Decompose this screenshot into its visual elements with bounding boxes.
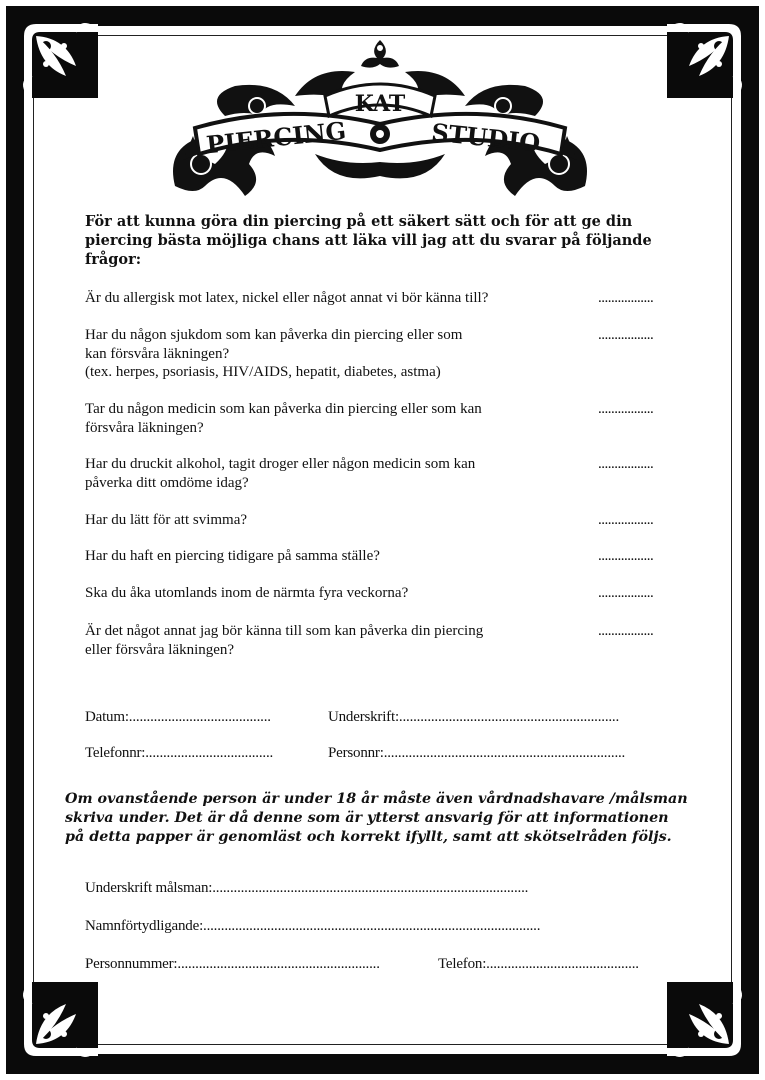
question-1: Är du allergisk mot latex, nickel eller något annat vi bör känna till? bbox=[85, 290, 489, 306]
namnfortydligande-field[interactable]: Namnförtydligande:............................................................................................... bbox=[85, 918, 541, 934]
datum-field[interactable]: Datum:........................................ bbox=[85, 709, 271, 725]
answer-5[interactable]: ................. bbox=[598, 512, 654, 528]
answer-7[interactable]: ................. bbox=[598, 585, 654, 601]
logo-ornament-icon bbox=[165, 36, 595, 206]
question-5: Har du lätt för att svimma? bbox=[85, 512, 248, 528]
personnummer-field[interactable]: Personnummer:......................................................... bbox=[85, 956, 380, 972]
question-2: Har du någon sjukdom som kan påverka din piercing eller som kan försvåra läkningen? (tex. herpes, psoriasis, HIV/AIDS, hepatit, diabetes, astma) bbox=[85, 327, 463, 380]
guardian-notice: Om ovanstående person är under 18 år måste även vårdnadshavare /målsman skriva under. Det är då denne som är ytterst ansvarig för att informationen på detta papper är genomläst och korrekt ifyllt, samt att skötselråden följs. bbox=[65, 791, 688, 845]
underskrift-malsman-field[interactable]: Underskrift målsman:......................................................................................... bbox=[85, 880, 529, 896]
corner-ornament-icon bbox=[667, 982, 759, 1074]
personnr-field[interactable]: Personnr:.................................................................... bbox=[328, 745, 626, 761]
corner-ornament-icon bbox=[6, 982, 98, 1074]
studio-logo bbox=[165, 36, 595, 206]
answer-1[interactable]: ................. bbox=[598, 290, 654, 306]
answer-3[interactable]: ................. bbox=[598, 401, 654, 417]
question-6: Har du haft en piercing tidigare på samma ställe? bbox=[85, 548, 380, 564]
underskrift-field[interactable]: Underskrift:.............................................................. bbox=[328, 709, 620, 725]
telefon-field[interactable]: Telefon:........................................... bbox=[438, 956, 639, 972]
answer-2[interactable]: ................. bbox=[598, 327, 654, 343]
question-7: Ska du åka utomlands inom de närmta fyra veckorna? bbox=[85, 585, 409, 601]
question-4: Har du druckit alkohol, tagit droger eller någon medicin som kan påverka ditt omdöme idag? bbox=[85, 456, 476, 491]
answer-6[interactable]: ................. bbox=[598, 548, 654, 564]
answer-8[interactable]: ................. bbox=[598, 623, 654, 639]
question-3: Tar du någon medicin som kan påverka din piercing eller som kan försvåra läkningen? bbox=[85, 401, 482, 436]
telefonnr-field[interactable]: Telefonnr:.................................... bbox=[85, 745, 274, 761]
corner-ornament-icon bbox=[6, 6, 98, 98]
logo-right-word: STUDIO bbox=[430, 117, 542, 158]
logo-left-word: PIERCING bbox=[204, 115, 348, 160]
intro-text: För att kunna göra din piercing på ett säkert sätt och för att ge din piercing bästa möjliga chans att läka vill jag att du svarar på följande frågor: bbox=[85, 213, 652, 268]
corner-ornament-icon bbox=[667, 6, 759, 98]
question-8: Är det något annat jag bör känna till som kan påverka din piercing eller försvåra läkningen? bbox=[85, 623, 484, 658]
logo-top-word: KAT bbox=[354, 91, 406, 117]
answer-4[interactable]: ................. bbox=[598, 456, 654, 472]
